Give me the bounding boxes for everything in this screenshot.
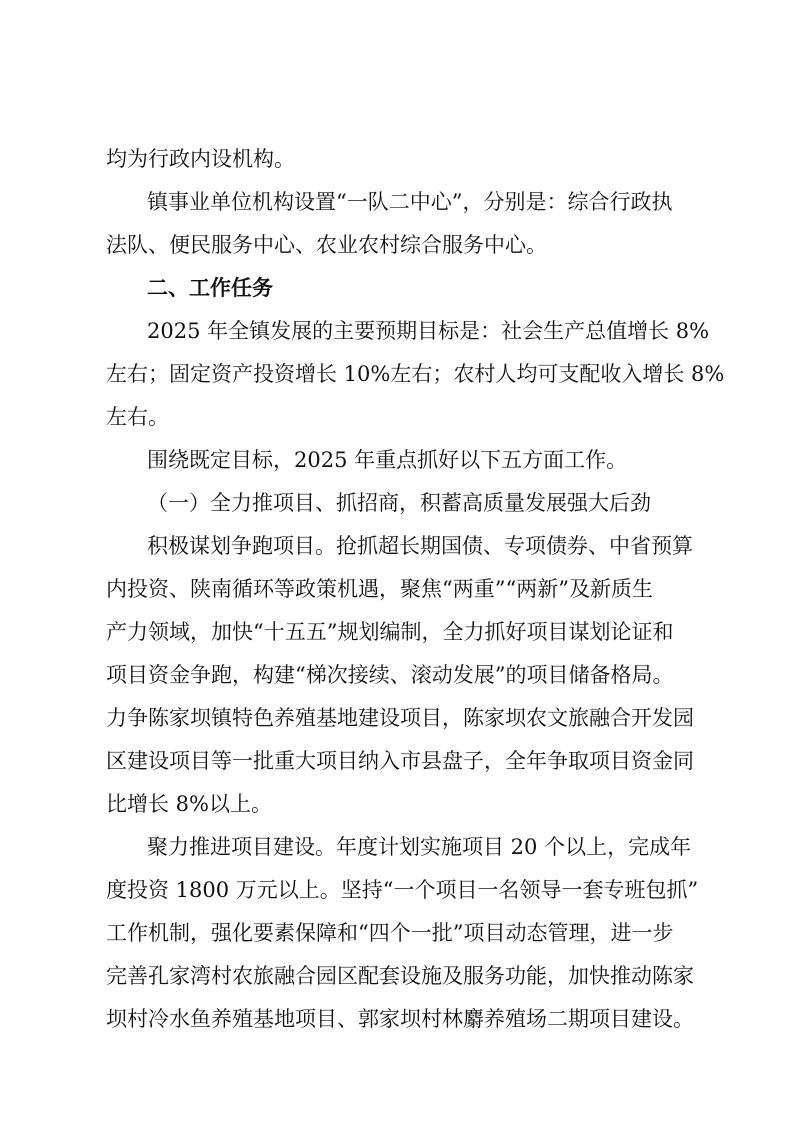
paragraph-line: 力争陈家坝镇特色养殖基地建设项目，陈家坝农文旅融合开发园 bbox=[106, 706, 694, 730]
paragraph-line: 完善孔家湾村农旅融合园区配套设施及服务功能，加快推动陈家 bbox=[106, 964, 694, 988]
paragraph-line: 区建设项目等一批重大项目纳入市县盘子，全年争取项目资金同 bbox=[106, 749, 694, 773]
paragraph-line: 产力领域，加快“十五五”规划编制，全力抓好项目谋划论证和 bbox=[106, 620, 674, 644]
paragraph-line: 项目资金争跑，构建“梯次接续、滚动发展”的项目储备格局。 bbox=[106, 663, 674, 687]
paragraph-line: 均为行政内设机构。 bbox=[106, 147, 295, 171]
paragraph-line: 度投资 1800 万元以上。坚持“一个项目一名领导一套专班包抓” bbox=[106, 878, 699, 902]
paragraph-line: 左右；固定资产投资增长 10%左右；农村人均可支配收入增长 8% bbox=[106, 362, 725, 386]
paragraph-line: 工作机制，强化要素保障和“四个一批”项目动态管理，进一步 bbox=[106, 921, 674, 945]
paragraph-line: 法队、便民服务中心、农业农村综合服务中心。 bbox=[106, 233, 547, 257]
paragraph-line: 比增长 8%以上。 bbox=[106, 792, 272, 816]
paragraph-line: 积极谋划争跑项目。抢抓超长期国债、专项债券、中省预算 bbox=[147, 534, 693, 558]
paragraph-line: 坝村冷水鱼养殖基地项目、郭家坝村林麝养殖场二期项目建设。 bbox=[106, 1007, 694, 1031]
section-heading: 二、工作任务 bbox=[147, 275, 273, 300]
paragraph-line: 左右。 bbox=[106, 405, 169, 429]
subsection-heading: （一）全力推项目、抓招商，积蓄高质量发展强大后劲 bbox=[147, 491, 651, 515]
paragraph-line: 2025 年全镇发展的主要预期目标是：社会生产总值增长 8% bbox=[147, 319, 710, 343]
paragraph-line: 围绕既定目标，2025 年重点抓好以下五方面工作。 bbox=[147, 448, 628, 472]
paragraph-line: 内投资、陕南循环等政策机遇，聚焦“两重”“两新”及新质生 bbox=[106, 577, 653, 601]
paragraph-line: 聚力推进项目建设。年度计划实施项目 20 个以上，完成年 bbox=[147, 835, 692, 859]
paragraph-line: 镇事业单位机构设置“一队二中心”，分别是：综合行政执 bbox=[147, 190, 673, 214]
